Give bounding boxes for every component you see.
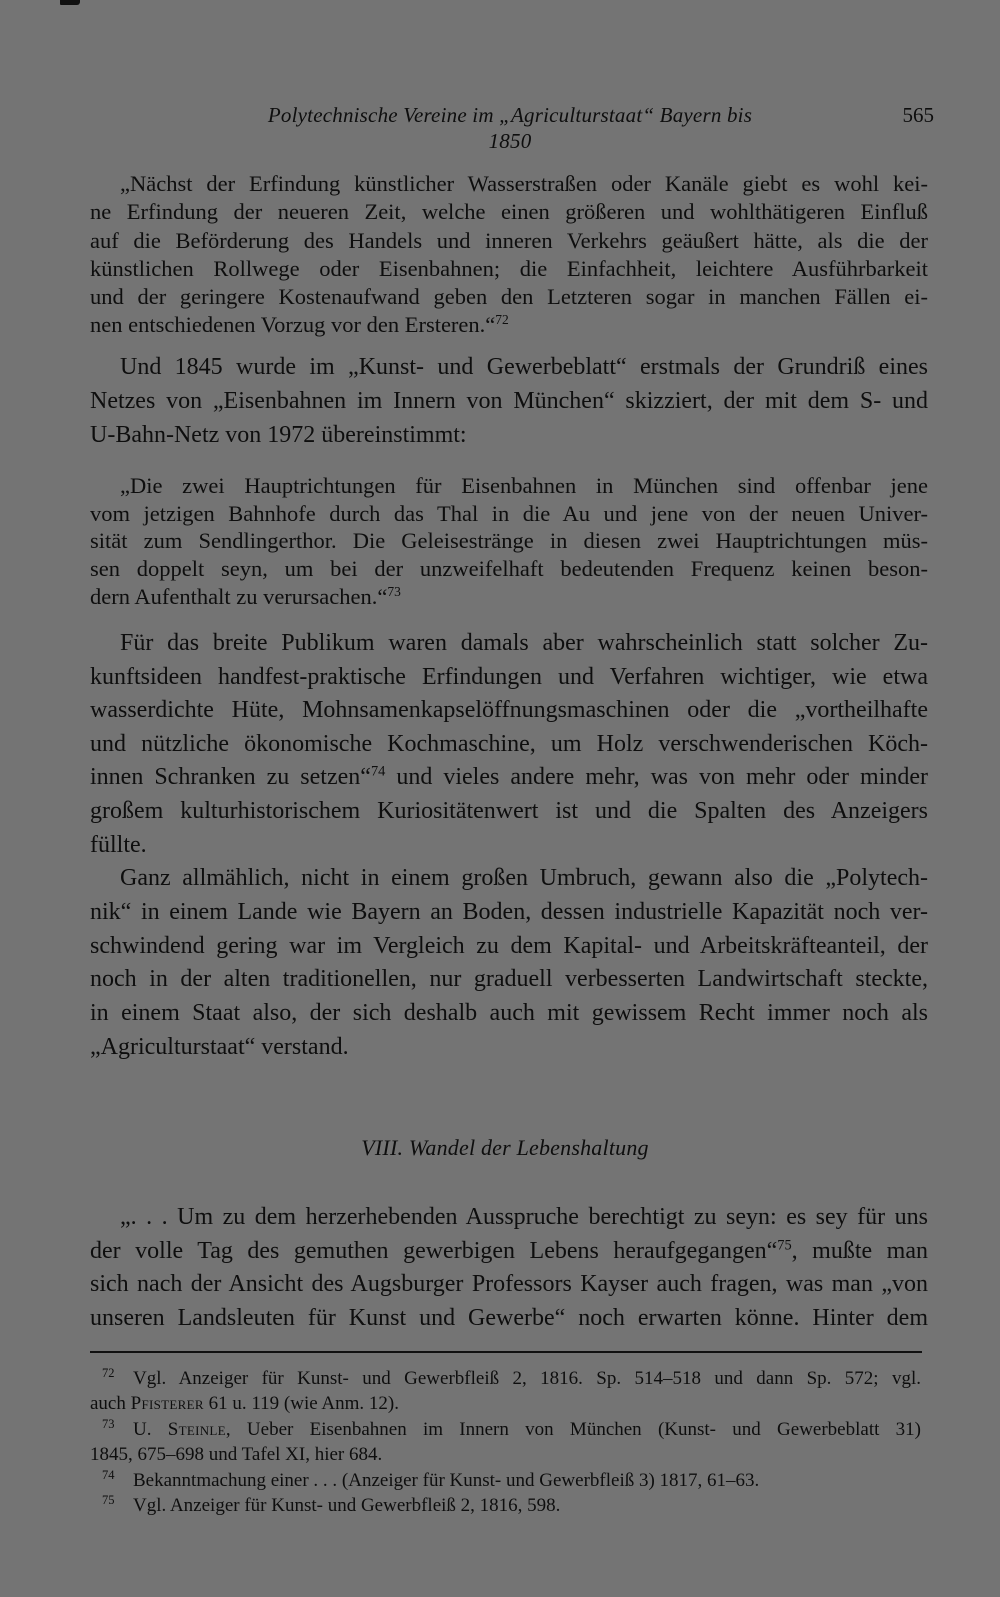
line-text: und vieles andere mehr, was von mehr oder minder	[385, 764, 928, 791]
footnote	[90, 1417, 921, 1468]
scan-artifact	[60, 0, 80, 5]
text-line: noch in der alten traditionellen, nur graduell verbesserten Landwirtschaft steckte,	[90, 966, 928, 993]
footnote-rule	[90, 1351, 922, 1353]
text-line: wasserdichte Hüte, Mohnsamenkapselöffnungsmaschinen oder die „vortheilhafte	[90, 697, 928, 724]
text-line: 74 Bekanntmachung einer . . . (Anzeiger für Kunst- und Gewerbfleiß 3) 1817, 61–63.	[102, 1467, 760, 1491]
text-line: auf die Beförderung des Handels und inneren Verkehrs geäußert hätte, als die der	[90, 227, 928, 253]
text-line: Netzes von „Eisenbahnen im Innern von München“ skizziert, der mit dem S- und	[90, 388, 928, 415]
paragraph	[90, 627, 928, 862]
footnote	[90, 1468, 921, 1493]
footnote-ref: 73	[387, 583, 401, 599]
text-line: großem kulturhistorischem Kuriositätenwert ist und die Spalten des Anzeigers	[90, 797, 928, 824]
footnote-ref: 72	[495, 312, 509, 328]
text-line	[90, 311, 928, 339]
text-line: schwindend gering war im Vergleich zu dem Kapital- und Arbeitskräfteanteil, der	[90, 932, 928, 959]
text-line	[90, 583, 928, 611]
paragraph	[90, 350, 928, 452]
text-line: füllte.	[90, 831, 147, 858]
line-text: der volle Tag des gemuthen gewerbigen Lebens heraufgegangen“	[90, 1237, 778, 1264]
text-line: sich nach der Ansicht des Augsburger Professors Kayser auch fragen, was man „von	[90, 1271, 928, 1298]
footnote	[90, 1493, 921, 1518]
text-line: nik“ in einem Lande wie Bayern an Boden, dessen industrielle Kapazität noch ver-	[90, 898, 928, 925]
text-line: Für das breite Publikum waren damals aber wahrscheinlich statt solcher Zu-	[120, 630, 928, 656]
footnote-ref: 75	[777, 1236, 792, 1253]
line-text: Bekanntmachung einer . . . (Anzeiger für Kunst- und Gewerbfleiß 3) 1817, 61–63.	[133, 1469, 760, 1491]
line-text: dern Aufenthalt zu verursachen.“	[90, 583, 388, 609]
text-line: kunftsideen handfest-praktische Erfindungen und Verfahren wichtiger, wie etwa	[90, 663, 928, 690]
line-text: 61 u. 119 (wie Anm. 12).	[203, 1393, 399, 1415]
running-head: Polytechnische Vereine im „Agriculturstaat“ Bayern bis 1850	[267, 103, 753, 153]
text-line: Ganz allmählich, nicht in einem großen Umbruch, gewann also die „Polytech-	[120, 865, 928, 891]
page-number: 565	[902, 103, 934, 127]
author-name: Pfisterer	[130, 1393, 204, 1415]
text-line: vom jetzigen Bahnhofe durch das Thal in die Au und jene von der neuen Univer-	[90, 500, 928, 526]
block-quote	[90, 170, 928, 340]
text-line: ne Erfindung der neueren Zeit, welche einen größeren und wohlthätigeren Einfluß	[90, 199, 928, 225]
block-quote	[90, 472, 928, 611]
line-text: , mußte man	[791, 1237, 929, 1264]
text-line: sen doppelt seyn, um bei der unzweifelhaft bedeutenden Frequenz keinen beson-	[90, 556, 928, 582]
text-line: 1845, 675–698 und Tafel XI, hier 684.	[90, 1444, 383, 1466]
text-line: Und 1845 wurde im „Kunst- und Gewerbeblatt“ erstmals der Grundriß eines	[120, 354, 928, 380]
text-line: „Nächst der Erfindung künstlicher Wasserstraßen oder Kanäle giebt es wohl kei-	[120, 171, 928, 196]
line-text: auch	[90, 1393, 131, 1415]
text-line	[90, 1235, 928, 1269]
footnote	[90, 1366, 921, 1417]
line-text: nen entschiedenen Vorzug vor den Ersteren.“	[90, 312, 496, 338]
text-line: und nützliche ökonomische Kochmaschine, um Holz verschwenderischen Köch-	[90, 730, 928, 757]
text-line: „Die zwei Hauptrichtungen für Eisenbahnen in München sind offenbar jene	[120, 473, 928, 498]
text-line	[90, 1391, 921, 1416]
text-line	[90, 761, 928, 795]
footnote-ref: 74	[370, 763, 386, 780]
text-line: künstlichen Rollwege oder Eisenbahnen; die Einfachheit, leichtere Ausführbarkeit	[90, 255, 928, 281]
text-line: 75 Vgl. Anzeiger für Kunst- und Gewerbfleiß 2, 1816, 598.	[102, 1493, 561, 1517]
text-line: und der geringere Kostenaufwand geben den Letzteren sogar in manchen Fällen ei-	[90, 284, 928, 310]
text-line: in einem Staat also, der sich deshalb auch mit gewissem Recht immer noch als	[90, 1000, 928, 1027]
line-text: innen Schranken zu setzen“	[90, 764, 371, 791]
paragraph	[90, 1201, 928, 1335]
text-line: unseren Landsleuten für Kunst und Gewerbe“ noch erwarten könne. Hinter dem	[90, 1304, 928, 1331]
line-text: , Ueber Eisenbahnen im Innern von München (Kunst- und Gewerbeblatt 31)	[225, 1418, 921, 1440]
footnotes	[90, 1366, 921, 1519]
text-line: „. . . Um zu dem herzerhebenden Ausspruche berechtigt zu seyn: es sey für uns	[120, 1204, 928, 1230]
text-line: „Agriculturstaat“ verstand.	[90, 1033, 349, 1060]
text-line: 72 Vgl. Anzeiger für Kunst- und Gewerbfleiß 2, 1816. Sp. 514–518 und dann Sp. 572; vgl.	[102, 1366, 921, 1389]
text-line: 73 U. Steinle, Ueber Eisenbahnen im Innern von München (Kunst- und Gewerbeblatt 31)	[102, 1417, 921, 1440]
line-text: Vgl. Anzeiger für Kunst- und Gewerbfleiß 2, 1816, 598.	[133, 1495, 561, 1517]
line-text: Vgl. Anzeiger für Kunst- und Gewerbfleiß 2, 1816. Sp. 514–518 und dann Sp. 572; vgl.	[133, 1368, 921, 1389]
text-line: U-Bahn-Netz von 1972 übereinstimmt:	[90, 422, 467, 449]
author-name: Steinle	[167, 1418, 226, 1440]
section-heading: VIII. Wandel der Lebenshaltung	[361, 1135, 649, 1160]
text-line: sität zum Sendlingerthor. Die Geleisestränge in diesen zwei Hauptrichtungen müs-	[90, 528, 928, 554]
line-text: U.	[133, 1418, 168, 1440]
paragraph	[90, 862, 928, 1065]
